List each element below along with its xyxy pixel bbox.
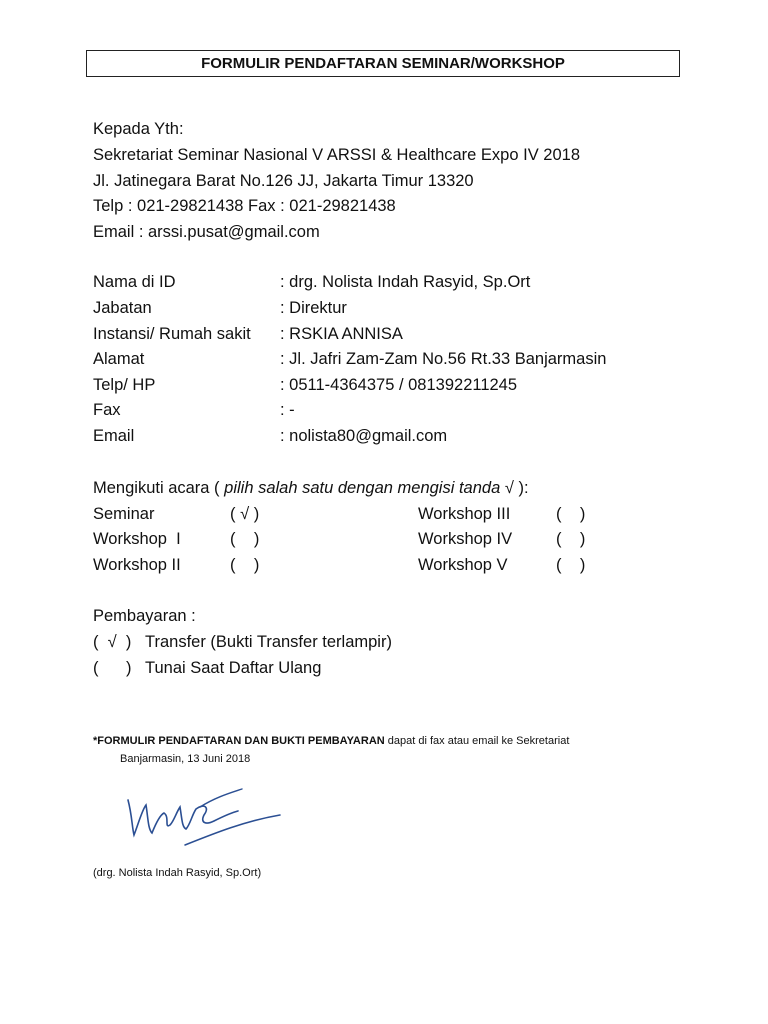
event-checkbox[interactable]: ( ) xyxy=(230,556,260,574)
recipient-line: Sekretariat Seminar Nasional V ARSSI & Healthcare Expo IV 2018 xyxy=(93,146,580,164)
field-label: Telp/ HP xyxy=(93,376,156,394)
field-value: : 0511-4364375 / 081392211245 xyxy=(280,376,518,394)
field-label: Instansi/ Rumah sakit xyxy=(93,325,251,343)
event-label: Workshop IV xyxy=(418,530,513,548)
field-value: : drg. Nolista Indah Rasyid, Sp.Ort xyxy=(280,273,531,291)
field-label: Fax xyxy=(93,401,121,419)
recipient-line: Jl. Jatinegara Barat No.126 JJ, Jakarta Timur 13320 xyxy=(93,172,474,190)
payment-heading: Pembayaran : xyxy=(93,607,196,625)
field-value: : RSKIA ANNISA xyxy=(280,325,403,343)
signature xyxy=(120,785,290,855)
event-label: Seminar xyxy=(93,505,155,523)
events-intro-text: Mengikuti acara ( xyxy=(93,479,225,497)
event-label: Workshop V xyxy=(418,556,508,574)
event-checkbox[interactable]: ( ) xyxy=(556,530,586,548)
footer-note xyxy=(93,734,569,748)
event-checkbox[interactable]: ( ) xyxy=(556,505,586,523)
payment-checkbox[interactable]: ( ) xyxy=(93,659,132,677)
payment-label: Tunai Saat Daftar Ulang xyxy=(145,659,322,677)
field-value: : - xyxy=(280,401,295,419)
form-title: FORMULIR PENDAFTARAN SEMINAR/WORKSHOP xyxy=(86,50,680,77)
recipient-line: Telp : 021-29821438 Fax : 021-29821438 xyxy=(93,197,396,215)
field-label: Nama di ID xyxy=(93,273,176,291)
event-label: Workshop III xyxy=(418,505,511,523)
greeting: Kepada Yth: xyxy=(93,120,184,138)
field-label: Alamat xyxy=(93,350,145,368)
field-value: : nolista80@gmail.com xyxy=(280,427,448,445)
footer-note-rest: dapat di fax atau email ke Sekretariat xyxy=(384,735,570,747)
payment-label: Transfer (Bukti Transfer terlampir) xyxy=(145,633,392,651)
events-intro-end: ): xyxy=(513,479,529,497)
event-checkbox[interactable]: ( ) xyxy=(230,530,260,548)
field-label: Jabatan xyxy=(93,299,152,317)
event-label: Workshop II xyxy=(93,556,181,574)
field-value: : Jl. Jafri Zam-Zam No.56 Rt.33 Banjarmasin xyxy=(280,350,607,368)
signer-name: (drg. Nolista Indah Rasyid, Sp.Ort) xyxy=(93,867,262,879)
place-date: Banjarmasin, 13 Juni 2018 xyxy=(120,753,251,765)
event-checkbox[interactable]: ( √ ) xyxy=(230,505,260,523)
events-intro xyxy=(93,478,529,498)
recipient-line: Email : arssi.pusat@gmail.com xyxy=(93,223,320,241)
events-instruction: pilih salah satu dengan mengisi tanda √ xyxy=(224,479,514,497)
event-checkbox[interactable]: ( ) xyxy=(556,556,586,574)
footer-note-bold: *FORMULIR PENDAFTARAN DAN BUKTI PEMBAYARAN xyxy=(93,735,385,747)
payment-checkbox[interactable]: ( √ ) xyxy=(93,633,132,651)
field-value: : Direktur xyxy=(280,299,347,317)
field-label: Email xyxy=(93,427,135,445)
event-label: Workshop I xyxy=(93,530,181,548)
